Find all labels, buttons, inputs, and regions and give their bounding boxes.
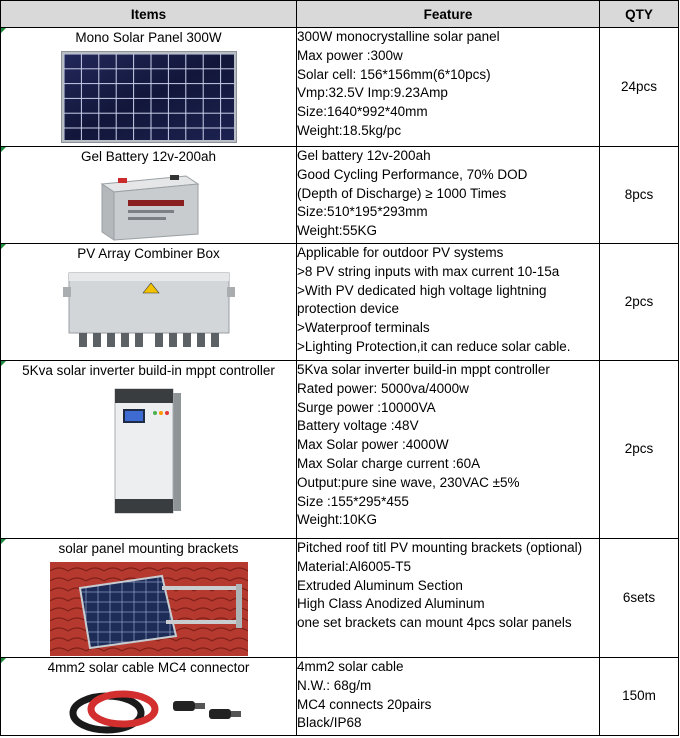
item-cell — [1, 28, 297, 147]
feature-line: >Waterproof terminals — [297, 320, 430, 336]
feature-line: Good Cycling Performance, 70% DOD — [297, 166, 528, 182]
feature-line: Size:510*195*293mm — [297, 204, 428, 220]
header-feature: Feature — [297, 1, 600, 28]
combiner-box-image — [51, 267, 247, 357]
gel-battery-image — [94, 170, 204, 242]
item-cell — [1, 147, 297, 244]
item-cell — [1, 361, 297, 539]
qty-cell: 150m — [600, 658, 679, 736]
table-row — [1, 28, 679, 147]
qty-cell: 24pcs — [600, 28, 679, 147]
feature-line: 4mm2 solar cable — [297, 659, 404, 674]
table-row — [1, 244, 679, 361]
table-row — [1, 147, 679, 244]
header-items: Items — [1, 1, 297, 28]
feature-line: Surge power :10000VA — [297, 399, 436, 415]
solar-panel-image — [61, 51, 237, 143]
feature-line: Black/IP68 — [297, 715, 362, 731]
mounting-brackets-image — [50, 562, 248, 656]
feature-line: Applicable for outdoor PV systems — [297, 245, 504, 260]
feature-line: Max Solar charge current :60A — [297, 455, 481, 471]
feature-line: MC4 connects 20pairs — [297, 696, 432, 712]
header-qty: QTY — [600, 1, 679, 28]
feature-cell — [297, 147, 600, 244]
feature-line: Weight:55KG — [297, 223, 378, 239]
feature-line: Weight:10KG — [297, 512, 378, 528]
item-name: solar panel mounting brackets — [58, 541, 239, 556]
feature-line: Solar cell: 156*156mm(6*10pcs) — [297, 66, 491, 82]
table-row — [1, 539, 679, 658]
feature-line: N.W.: 68g/m — [297, 677, 372, 693]
feature-line: Output:pure sine wave, 230VAC ±5% — [297, 474, 520, 490]
item-cell — [1, 244, 297, 361]
feature-line: High Class Anodized Aluminum — [297, 596, 485, 612]
item-name: Gel Battery 12v-200ah — [80, 149, 217, 164]
qty-cell: 2pcs — [600, 244, 679, 361]
feature-line: Max power :300w — [297, 47, 403, 63]
feature-line: one set brackets can mount 4pcs solar panels — [297, 615, 572, 631]
feature-cell — [297, 28, 600, 147]
item-name: 4mm2 solar cable MC4 connector — [47, 660, 250, 675]
item-cell — [1, 539, 297, 658]
item-name: Mono Solar Panel 300W — [75, 30, 222, 45]
feature-line: Rated power: 5000va/4000w — [297, 380, 469, 396]
feature-line: >Lighting Protection,it can reduce solar cable. — [297, 338, 571, 354]
feature-line: Pitched roof titl PV mounting brackets (optional) — [297, 540, 583, 555]
feature-line: Size:1640*992*40mm — [297, 104, 428, 120]
table-row — [1, 361, 679, 539]
feature-line: (Depth of Discharge) ≥ 1000 Times — [297, 185, 507, 201]
feature-line: Gel battery 12v-200ah — [297, 148, 431, 163]
feature-line: 300W monocrystalline solar panel — [297, 29, 500, 44]
table-row — [1, 658, 679, 736]
feature-cell — [297, 658, 600, 736]
feature-line: Battery voltage :48V — [297, 418, 419, 434]
feature-line: >With PV dedicated high voltage lightning protection device — [297, 282, 547, 317]
qty-cell: 8pcs — [600, 147, 679, 244]
feature-line: Max Solar power :4000W — [297, 437, 449, 453]
feature-line: 5Kva solar inverter build-in mppt controller — [297, 362, 550, 377]
feature-line: Extruded Aluminum Section — [297, 577, 463, 593]
solar-cable-image — [49, 681, 249, 735]
header-row — [1, 1, 679, 28]
feature-cell — [297, 539, 600, 658]
inverter-image — [109, 387, 189, 517]
feature-line: Material:Al6005-T5 — [297, 558, 412, 574]
feature-cell — [297, 244, 600, 361]
item-name: PV Array Combiner Box — [77, 246, 220, 261]
qty-cell: 6sets — [600, 539, 679, 658]
feature-line: Size :155*295*455 — [297, 493, 409, 509]
qty-cell: 2pcs — [600, 361, 679, 539]
feature-line: Weight:18.5kg/pc — [297, 122, 402, 138]
item-name: 5Kva solar inverter build-in mppt controller — [22, 363, 275, 378]
feature-line: >8 PV string inputs with max current 10-15a — [297, 263, 560, 279]
item-cell — [1, 658, 297, 736]
feature-line: Vmp:32.5V Imp:9.23Amp — [297, 85, 448, 101]
feature-cell — [297, 361, 600, 539]
